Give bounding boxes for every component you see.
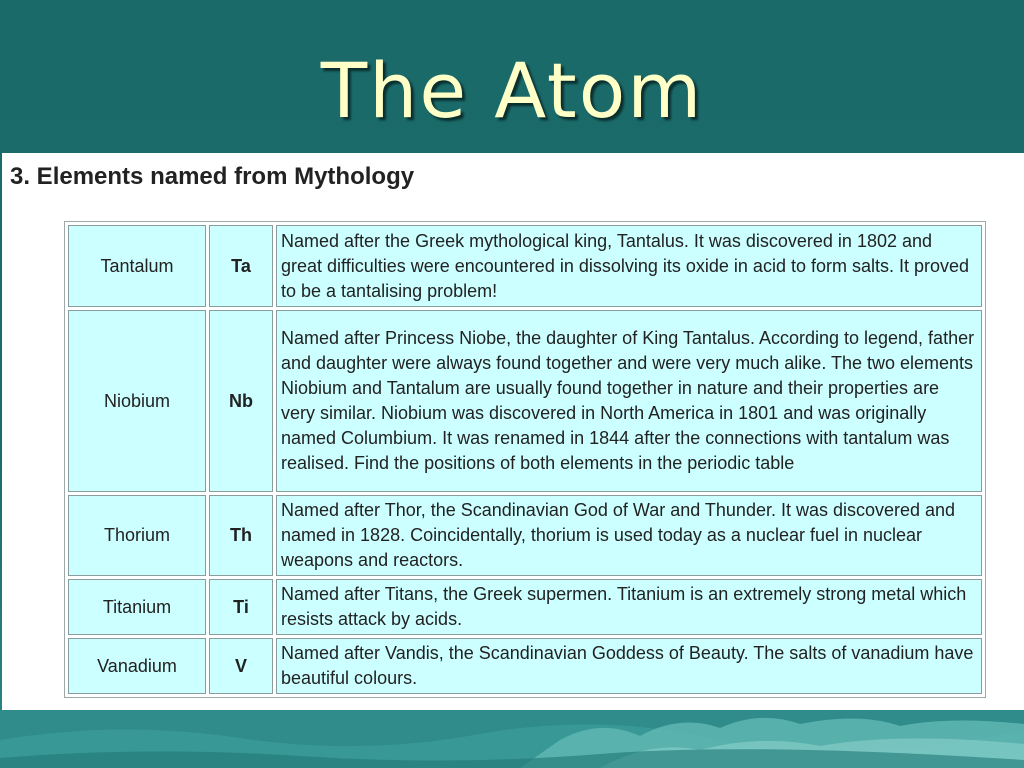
slide-title: The Atom: [320, 46, 704, 135]
table-row: [68, 579, 982, 635]
element-symbol: Ta: [209, 225, 273, 307]
element-name: Niobium: [68, 310, 206, 492]
section-heading: 3. Elements named from Mythology: [10, 163, 415, 190]
table-row: [68, 225, 982, 307]
wave-decoration: [0, 710, 1024, 768]
element-description: Named after Titans, the Greek supermen. Titanium is an extremely strong metal which resists attack by acids.: [276, 579, 982, 635]
table-row: [68, 638, 982, 694]
content-panel: [2, 153, 1024, 710]
element-description: Named after the Greek mythological king, Tantalus. It was discovered in 1802 and great difficulties were encountered in dissolving its oxide in acid to form salts. It proved to be a tantalising problem!: [276, 225, 982, 307]
element-symbol: Ti: [209, 579, 273, 635]
table-row: [68, 495, 982, 576]
element-symbol: V: [209, 638, 273, 694]
table-row: [68, 310, 982, 492]
element-name: Thorium: [68, 495, 206, 576]
element-symbol: Nb: [209, 310, 273, 492]
elements-table: [64, 221, 986, 698]
element-description: Named after Princess Niobe, the daughter of King Tantalus. According to legend, father and daughter were always found together and were very much alike. The two elements Niobium and Tantalum are usually found together in nature and their properties are very similar. Niobium was discovered in North America in 1801 and was originally named Columbium. It was renamed in 1844 after the connections with tantalum was realised. Find the positions of both elements in the periodic table: [276, 310, 982, 492]
element-name: Titanium: [68, 579, 206, 635]
element-name: Tantalum: [68, 225, 206, 307]
element-name: Vanadium: [68, 638, 206, 694]
element-description: Named after Thor, the Scandinavian God of War and Thunder. It was discovered and named in 1828. Coincidentally, thorium is used today as a nuclear fuel in nuclear weapons and reactors.: [276, 495, 982, 576]
element-description: Named after Vandis, the Scandinavian Goddess of Beauty. The salts of vanadium have beautiful colours.: [276, 638, 982, 694]
element-symbol: Th: [209, 495, 273, 576]
